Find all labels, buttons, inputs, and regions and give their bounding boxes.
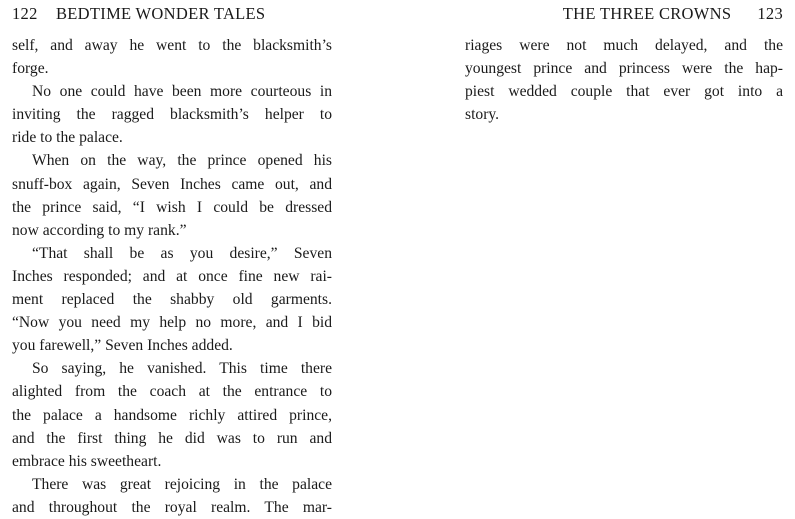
left-page-text xyxy=(12,34,332,519)
text-line: No one could have been more courteous in xyxy=(32,83,332,101)
text-line: There was great rejoicing in the palace xyxy=(32,475,332,493)
left-page xyxy=(12,0,332,519)
text-line: story. xyxy=(465,106,500,124)
right-page-header xyxy=(465,0,783,28)
text-line: now according to my rank.” xyxy=(12,221,187,239)
right-page-text xyxy=(465,34,783,126)
text-line: you farewell,” Seven Inches added. xyxy=(12,337,233,355)
text-line: piest wedded couple that ever got into a xyxy=(465,83,783,101)
text-line: alighted from the coach at the entrance to xyxy=(12,383,332,401)
text-line: the prince said, “I wish I could be dressed xyxy=(12,198,332,216)
text-line: So saying, he vanished. This time there xyxy=(32,360,332,378)
text-line: Inches responded; and at once fine new rai- xyxy=(12,267,332,285)
text-line: “That shall be as you desire,” Seven xyxy=(32,244,332,262)
text-line: inviting the ragged blacksmith’s helper to xyxy=(12,106,332,124)
text-line: and throughout the royal realm. The mar- xyxy=(12,498,332,516)
text-line: the palace a handsome richly attired prince, xyxy=(12,406,332,424)
right-page-number: 123 xyxy=(757,4,783,23)
text-line: riages were not much delayed, and the xyxy=(465,37,783,54)
text-line: and the first thing he did was to run and xyxy=(12,429,332,447)
right-running-head: THE THREE CROWNS xyxy=(562,4,732,23)
text-line: embrace his sweetheart. xyxy=(12,452,162,470)
text-line: ment replaced the shabby old garments. xyxy=(12,291,332,309)
text-line: When on the way, the prince opened his xyxy=(32,152,332,170)
text-line: youngest prince and princess were the hap- xyxy=(465,60,783,78)
left-page-number: 122 xyxy=(12,4,38,23)
text-line: “Now you need my help no more, and I bid xyxy=(12,314,332,332)
right-page xyxy=(465,0,783,126)
text-line: forge. xyxy=(12,60,49,78)
text-line: snuff-box again, Seven Inches came out, and xyxy=(12,175,332,193)
text-line: self, and away he went to the blacksmith’s xyxy=(12,37,332,54)
text-line: ride to the palace. xyxy=(12,129,123,147)
left-running-head: BEDTIME WONDER TALES xyxy=(56,4,266,23)
left-page-header xyxy=(12,0,332,28)
